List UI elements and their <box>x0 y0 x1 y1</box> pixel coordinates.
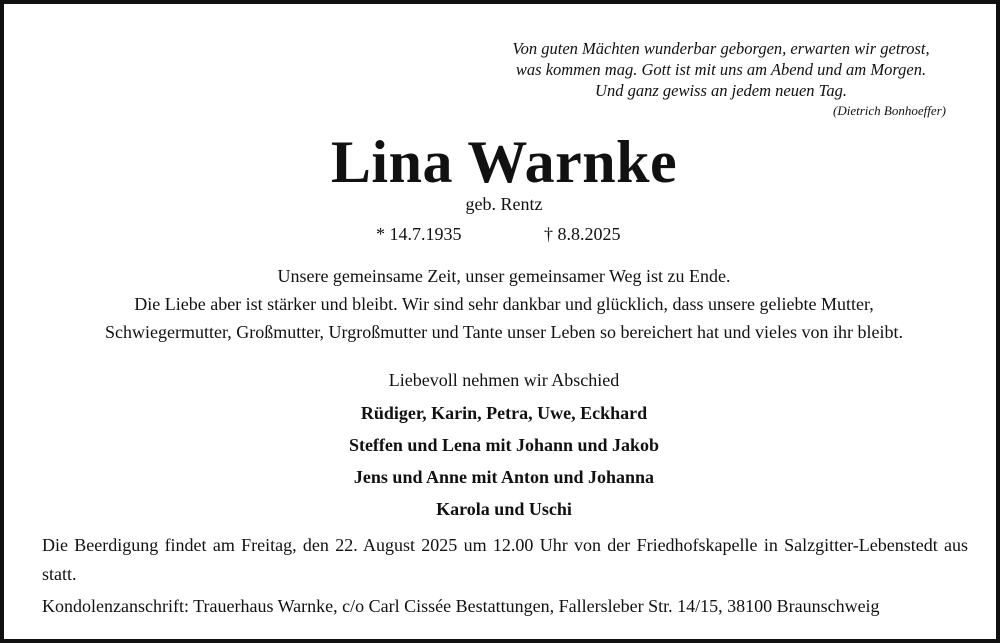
memorial-message <box>4 262 1000 346</box>
family-line: Rüdiger, Karin, Petra, Uwe, Eckhard <box>360 403 648 423</box>
condolence-address: Kondolenzanschrift: Trauerhaus Warnke, c/o Carl Cissée Bestattungen, Fallersleber Str. 14/15, 38100 Braunschweig <box>42 596 880 616</box>
funeral-info: Die Beerdigung findet am Freitag, den 22. August 2025 um 12.00 Uhr von der Friedhofskapelle in Salzgitter-Lebenstedt aus statt. <box>42 535 968 584</box>
family-list <box>4 397 1000 525</box>
quote-line: was kommen mag. Gott ist mit uns am Abend und am Morgen. <box>515 60 927 79</box>
bonhoeffer-quote <box>346 38 946 121</box>
family-line: Jens und Anne mit Anton und Johanna <box>353 467 655 487</box>
family-line: Karola und Uschi <box>436 499 572 519</box>
message-line: Die Liebe aber ist stärker und bleibt. Wir sind sehr dankbar und glücklich, dass unsere geliebte Mutter, <box>134 294 874 314</box>
birth-name: geb. Rentz <box>465 194 543 214</box>
message-line: Schwiegermutter, Großmutter, Urgroßmutter und Tante unser Leben so bereichert hat und vieles von ihr bleibt. <box>105 322 903 342</box>
family-line: Steffen und Lena mit Johann und Jakob <box>348 435 660 455</box>
death-date: † 8.8.2025 <box>544 224 621 244</box>
quote-line: Von guten Mächten wunderbar geborgen, erwarten wir getrost, <box>512 39 930 58</box>
quote-line: Und ganz gewiss an jedem neuen Tag. <box>595 81 847 100</box>
message-line: Unsere gemeinsame Zeit, unser gemeinsamer Weg ist zu Ende. <box>277 266 731 286</box>
birth-date: * 14.7.1935 <box>376 224 462 244</box>
farewell-line: Liebevoll nehmen wir Abschied <box>388 370 620 390</box>
deceased-name: Lina Warnke <box>330 129 678 195</box>
quote-author: (Dietrich Bonhoeffer) <box>833 103 946 118</box>
